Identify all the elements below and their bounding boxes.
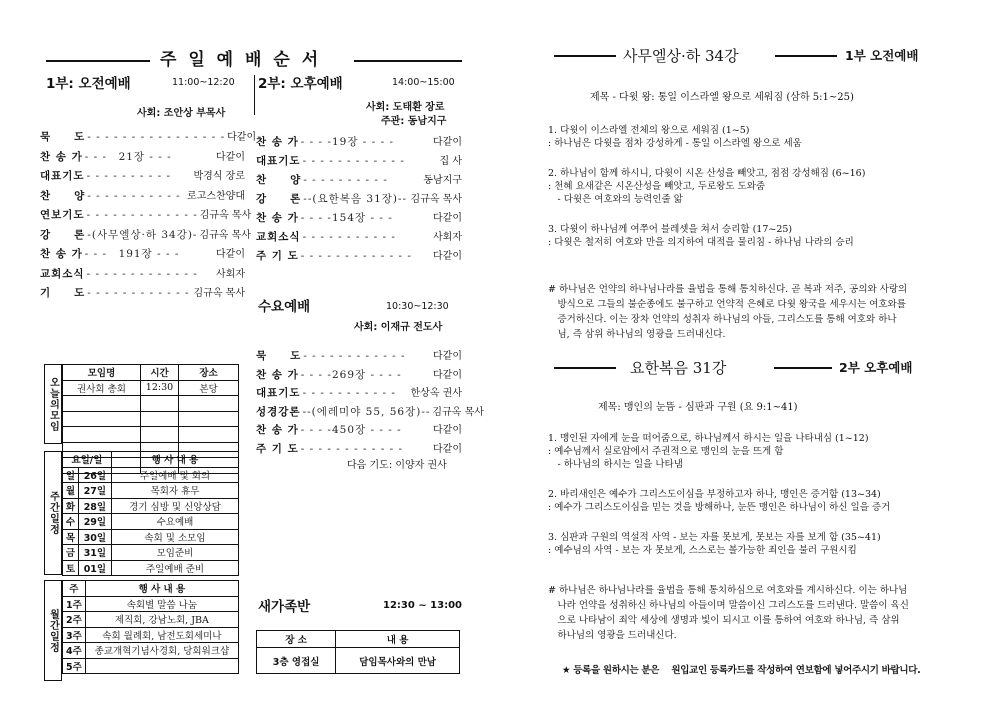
order-row xyxy=(256,440,462,456)
order-label: 주 기 도 xyxy=(256,250,299,262)
order-value: 다같이 xyxy=(433,443,462,455)
table-cell: 모임준비 xyxy=(111,545,238,561)
order-value: 한상옥 권사 xyxy=(410,388,462,399)
sermon-summary-line: # 하나님은 언약의 하나님나라를 율법을 통해 통치하신다. 곧 복과 저주, 공의와 사랑의 xyxy=(548,284,908,295)
order-label: 성경강론 xyxy=(256,405,301,418)
table-header: 주 xyxy=(63,581,86,597)
table-cell: 3주 xyxy=(63,627,86,643)
sermon-point-line: 3. 심판과 구원의 역설적 사역 - 보는 자를 못보게, 못보는 자를 보게 함 (35~41) xyxy=(548,532,881,543)
family-place: 3층 영접실 xyxy=(257,648,336,674)
order-label: 강 론 xyxy=(256,193,302,205)
weekly-schedule-table xyxy=(62,451,239,576)
monthly-schedule-table xyxy=(62,580,239,674)
order-row xyxy=(40,167,245,183)
table-row xyxy=(63,483,239,499)
table-cell: 목회자 휴무 xyxy=(111,483,238,499)
family-header-place: 장 소 xyxy=(257,631,336,648)
table-cell: 27일 xyxy=(78,483,111,499)
table-cell: 12:30 xyxy=(141,380,179,396)
sermon2-service: 2부 오후예배 xyxy=(839,360,913,375)
order-label: 주 기 도 xyxy=(256,442,299,455)
sermon-summary-line: 증거하신다. 이는 장차 언약의 성취자 하나님의 아들, 그리스도를 통해 여호와 하나 xyxy=(548,314,897,325)
order-label: 교회소식 xyxy=(256,231,301,243)
order-fill: -(사무엘상·하 34강)- xyxy=(87,228,198,241)
order-label: 대표기도 xyxy=(256,155,301,167)
table-cell: 29일 xyxy=(78,514,111,530)
order-fill: - - - - - - - - - - - xyxy=(302,387,396,399)
order-value: 김규옥 목사 xyxy=(199,229,251,241)
sermon-summary-line: 나라 언약을 성취하신 하나님의 아들이며 말씀이신 그리스도를 드러낸다. 말씀이 육신 xyxy=(548,600,909,611)
sermon-point-line: - 하나님의 하시는 일을 나타냄 xyxy=(548,459,683,470)
service1-time: 11:00~12:20 xyxy=(172,77,235,88)
wednesday-time: 10:30~12:30 xyxy=(386,301,449,312)
order-value: 로고스찬양대 xyxy=(187,190,245,202)
order-label: 강 론 xyxy=(40,228,86,241)
sermon2-rule-left xyxy=(554,367,616,369)
sermon1-title: 사무엘상·하 34강 xyxy=(623,47,739,65)
table-cell: 경기 심방 및 신앙상담 xyxy=(111,498,238,514)
order-label: 대표기도 xyxy=(40,170,85,182)
table-cell: 4주 xyxy=(63,643,86,659)
order-value: 김규옥 목사 xyxy=(410,194,462,205)
table-row xyxy=(63,396,239,412)
table-cell: 01일 xyxy=(78,560,111,576)
table-row xyxy=(63,498,239,514)
service2-time: 14:00~15:00 xyxy=(392,77,455,88)
order-value: 다같이 xyxy=(227,132,257,143)
weekly-schedule-label: 주간일정 xyxy=(44,451,62,575)
service1-host: 사회: 조안상 부목사 xyxy=(137,108,226,119)
order-row xyxy=(40,245,245,261)
order-fill: - - - - - - - - - - - - - xyxy=(86,267,198,280)
order-label: 찬 송 가 xyxy=(256,424,299,436)
table-header: 시간 xyxy=(141,365,179,381)
order-row xyxy=(256,384,462,400)
table-cell: 월 xyxy=(63,483,79,499)
service2-host: 사회: 도태환 장로 xyxy=(366,102,445,113)
table-cell xyxy=(179,427,239,443)
table-cell: 속회별 말씀 나눔 xyxy=(85,596,238,612)
sermon2-title: 요한복음 31강 xyxy=(630,359,727,377)
order-row xyxy=(256,347,462,363)
table-header: 장소 xyxy=(179,365,239,381)
table-cell: 수요예배 xyxy=(111,514,238,530)
sermon-point-line: : 예수님의 사역 - 보는 자 못보게, 스스로는 볼가능한 죄인을 불러 구원시킴 xyxy=(548,545,857,556)
order-value: 사회자 xyxy=(433,232,462,243)
order-fill: - - - - - - - - - - - - xyxy=(87,287,190,299)
order-row xyxy=(256,209,462,225)
order-value: 김규옥 목사 xyxy=(432,406,484,418)
table-cell: 본당 xyxy=(179,380,239,396)
family-content: 담임목사와의 만남 xyxy=(336,648,460,674)
sermon1-rule-left xyxy=(554,55,616,57)
order-fill: - - - - - - - - - - - - - xyxy=(300,250,412,262)
table-cell xyxy=(141,396,179,412)
table-cell: 일 xyxy=(63,467,79,483)
order-fill: - - - - - - - - - - - - - xyxy=(86,209,198,221)
table-cell: 속회 월례회, 남전도회세미나 xyxy=(85,627,238,643)
order-fill: - - - - - - - - - - xyxy=(86,170,172,182)
order-value: 다같이 xyxy=(433,251,462,262)
service2-org: 주관: 동남지구 xyxy=(381,116,447,127)
sermon-point-line: : 하나님은 다윗을 점차 강성하게 - 통일 이스라엘 왕으로 세움 xyxy=(548,138,802,149)
order-fill: - - - 191장 - - - xyxy=(84,248,180,260)
order-row xyxy=(256,190,462,206)
table-row xyxy=(63,627,239,643)
table-cell: 토 xyxy=(63,560,79,576)
sermon-summary-line: # 하나님은 하나님나라를 율법을 통해 통치하심으로 여호와를 계시하신다. 이는 하나님 xyxy=(548,585,908,596)
order-value: 박경식 장로 xyxy=(193,171,245,182)
sermon2-subject: 제목: 맹인의 눈뜸 - 심판과 구원 (요 9:1~41) xyxy=(598,402,798,413)
registration-notice: ★ 등록을 원하시는 분은 원입교인 등록카드를 작성하여 연보함에 넣어주시기 바랍니다. xyxy=(562,665,921,676)
table-cell: 2주 xyxy=(63,612,86,628)
table-cell: 제직회, 강남노회, JBA xyxy=(85,612,238,628)
title-rule-right xyxy=(354,60,462,62)
order-row xyxy=(256,421,462,437)
table-row xyxy=(63,560,239,576)
table-cell: 수 xyxy=(63,514,79,530)
table-cell xyxy=(63,396,141,412)
service2-title: 2부: 오후예배 xyxy=(258,76,343,92)
order-row xyxy=(40,128,257,144)
order-fill: - - - - - - - - - - - - xyxy=(303,350,406,362)
order-value: 김규옥 목사 xyxy=(199,210,252,221)
order-fill: - - - - - - - - - - - xyxy=(302,231,396,243)
monthly-schedule-label: 월간일정 xyxy=(44,580,62,681)
order-label: 연보기도 xyxy=(40,209,85,221)
table-cell: 속회 및 소모임 xyxy=(111,529,238,545)
order-value: 다같이 xyxy=(216,249,245,260)
family-table xyxy=(256,630,460,674)
sermon-point-line: - 다윗은 여호와의 능력인줄 앎 xyxy=(548,194,683,205)
order-value: 다같이 xyxy=(216,151,245,163)
sermon-point-line: : 천혜 요새같은 시온산성을 빼앗고, 두로왕도 도와줌 xyxy=(548,181,766,192)
order-fill: --(요한복음 31장)-- xyxy=(303,193,408,205)
table-row xyxy=(63,380,239,396)
wednesday-host: 사회: 이재규 전도사 xyxy=(354,322,443,333)
table-row xyxy=(63,514,239,530)
order-fill: - - - - - - - - - - - - xyxy=(300,442,404,455)
order-row xyxy=(256,152,462,168)
table-cell xyxy=(141,411,179,427)
sermon-point-line: : 다윗은 철저히 여호와 만을 의지하여 대적을 물리침 - 하나님 나라의 승리 xyxy=(548,237,854,248)
order-row xyxy=(40,284,245,300)
order-row xyxy=(40,206,252,222)
table-row xyxy=(63,612,239,628)
sermon-point-line: 2. 하나님이 함께 하시니, 다윗이 시온 산성을 빼앗고, 점점 강성해짐 (6~16) xyxy=(548,168,866,179)
order-fill: - - - -450장 - - - - xyxy=(300,424,402,436)
order-fill: - - - - - - - - - - xyxy=(303,174,388,186)
table-cell: 화 xyxy=(63,498,79,514)
order-row xyxy=(40,265,245,281)
order-label: 찬 양 xyxy=(256,174,302,186)
sermon-summary-line: 님, 즉 삼위 하나님의 영광을 드러내신다. xyxy=(548,329,726,340)
table-cell xyxy=(63,427,141,443)
table-row xyxy=(63,411,239,427)
table-cell: 주일예배 및 회의 xyxy=(111,467,238,483)
order-fill: - - - 21장 - - - xyxy=(84,150,172,163)
table-cell xyxy=(141,427,179,443)
column-divider xyxy=(254,75,255,115)
order-label: 기 도 xyxy=(40,287,86,299)
table-cell xyxy=(179,396,239,412)
sermon-summary-line: 방식으로 그들의 불순종에도 불구하고 언약적 은혜로 다윗 왕국을 세우시는 여호와를 xyxy=(548,299,906,310)
sermon-summary-line: 하나님의 영광을 드러내신다. xyxy=(548,630,677,641)
today-meetings-label: 오늘의모임 xyxy=(44,364,62,444)
title-rule-left xyxy=(46,60,150,62)
order-row xyxy=(256,366,462,382)
order-row xyxy=(256,133,462,149)
family-header-content: 내 용 xyxy=(336,631,460,648)
table-cell xyxy=(179,411,239,427)
sermon-summary-line: 으로 나타남이 죄악 세상에 생명과 빛이 되시고 이를 통하여 여호와 하나님, 즉 삼위 xyxy=(548,615,900,626)
order-value: 다같이 xyxy=(433,425,462,436)
sermon-point-line: : 예수님께서 실로암에서 주권적으로 맹인의 눈을 뜨게 함 xyxy=(548,446,784,457)
service1-title: 1부: 오전예배 xyxy=(46,76,131,92)
table-header: 행 사 내 용 xyxy=(85,581,238,597)
table-row xyxy=(63,596,239,612)
table-cell: 주일예배 준비 xyxy=(111,560,238,576)
table-cell: 권사회 총회 xyxy=(63,380,141,396)
order-label: 묵 도 xyxy=(40,131,86,143)
table-cell: 목 xyxy=(63,529,79,545)
order-value: 사회자 xyxy=(216,268,245,280)
order-fill: - - - - - - - - - - - - - - - - xyxy=(87,131,226,143)
order-label: 찬 송 가 xyxy=(256,136,299,148)
table-header: 요일/일 xyxy=(63,452,112,468)
order-value: 김규옥 목사 xyxy=(193,288,245,299)
table-cell: 종교개혁기념사경회, 당회워크샵 xyxy=(85,643,238,659)
table-row xyxy=(63,658,239,674)
table-cell xyxy=(85,658,238,674)
table-row xyxy=(63,529,239,545)
order-fill: --(에레미야 55, 56장)-- xyxy=(302,405,431,418)
table-row xyxy=(63,643,239,659)
order-value: 다같이 xyxy=(433,351,462,362)
order-row xyxy=(256,247,462,263)
table-cell: 금 xyxy=(63,545,79,561)
order-value: 집 사 xyxy=(439,156,462,167)
table-cell: 31일 xyxy=(78,545,111,561)
sermon1-subject: 제목 - 다윗 왕: 통일 이스라엘 왕으로 세워짐 (삼하 5:1~25) xyxy=(590,92,854,103)
wednesday-title: 수요예배 xyxy=(258,299,311,315)
order-row xyxy=(40,226,251,242)
order-value: 다같이 xyxy=(433,369,462,381)
order-fill: - - - -269장 - - - - xyxy=(300,368,402,381)
order-fill: - - - -19장 - - - - xyxy=(300,136,395,148)
sermon-point-line: 2. 바리새인은 예수가 그리스도이심을 부정하고자 하나, 맹인은 증거함 (13~34) xyxy=(548,489,881,500)
order-label: 찬 송 가 xyxy=(256,368,299,381)
order-row xyxy=(40,187,245,203)
order-row xyxy=(256,228,462,244)
table-header: 행 사 내 용 xyxy=(111,452,238,468)
order-label: 교회소식 xyxy=(40,267,85,280)
sermon-point-line: 1. 맹인된 자에게 눈을 떠어줌으로, 하나님께서 하시는 일을 나타내심 (1~12) xyxy=(548,433,869,444)
order-fill: - - - -154장 - - - xyxy=(300,212,393,224)
sermon1-rule-right xyxy=(775,55,837,57)
order-label: 찬 송 가 xyxy=(40,150,83,163)
sermon1-service: 1부 오전예배 xyxy=(845,48,919,63)
sermon-point-line: 3. 다윗이 하나님께 여쭈어 블레셋을 쳐서 승리함 (17~25) xyxy=(548,224,793,235)
order-label: 묵 도 xyxy=(256,350,302,362)
order-value: 동남지구 xyxy=(423,175,462,186)
order-fill: - - - - - - - - - - - - xyxy=(302,155,405,167)
table-header: 모임명 xyxy=(63,365,141,381)
sermon-point-line: 1. 다윗이 이스라엘 전체의 왕으로 세워짐 (1~5) xyxy=(548,125,750,136)
order-value: 다같이 xyxy=(433,213,462,224)
main-title: 주 일 예 배 순 서 xyxy=(160,50,322,70)
order-fill: - - - - - - - - - - - xyxy=(87,189,181,202)
table-cell: 5주 xyxy=(63,658,86,674)
table-row xyxy=(63,545,239,561)
order-label: 찬 송 가 xyxy=(256,212,299,224)
sermon2-rule-right xyxy=(774,367,832,369)
table-cell: 26일 xyxy=(78,467,111,483)
order-label: 찬 양 xyxy=(40,189,86,202)
table-cell xyxy=(63,411,141,427)
table-row xyxy=(63,467,239,483)
family-time: 12:30 ~ 13:00 xyxy=(383,600,463,611)
table-cell: 28일 xyxy=(78,498,111,514)
table-cell: 1주 xyxy=(63,596,86,612)
order-label: 대표기도 xyxy=(256,387,301,399)
order-row xyxy=(40,148,245,164)
sermon-point-line: : 예수가 그리스도이심을 믿는 것을 방해하나, 눈뜬 맹인은 하나님이 하신 일을 증거 xyxy=(548,502,891,513)
order-row xyxy=(256,403,484,419)
order-label: 찬 송 가 xyxy=(40,248,83,260)
family-title: 새가족반 xyxy=(258,599,311,615)
next-prayer: 다음 기도: 이양자 권사 xyxy=(347,460,447,471)
order-row xyxy=(256,171,462,187)
order-value: 다같이 xyxy=(433,137,462,148)
table-cell: 30일 xyxy=(78,529,111,545)
table-row xyxy=(63,427,239,443)
